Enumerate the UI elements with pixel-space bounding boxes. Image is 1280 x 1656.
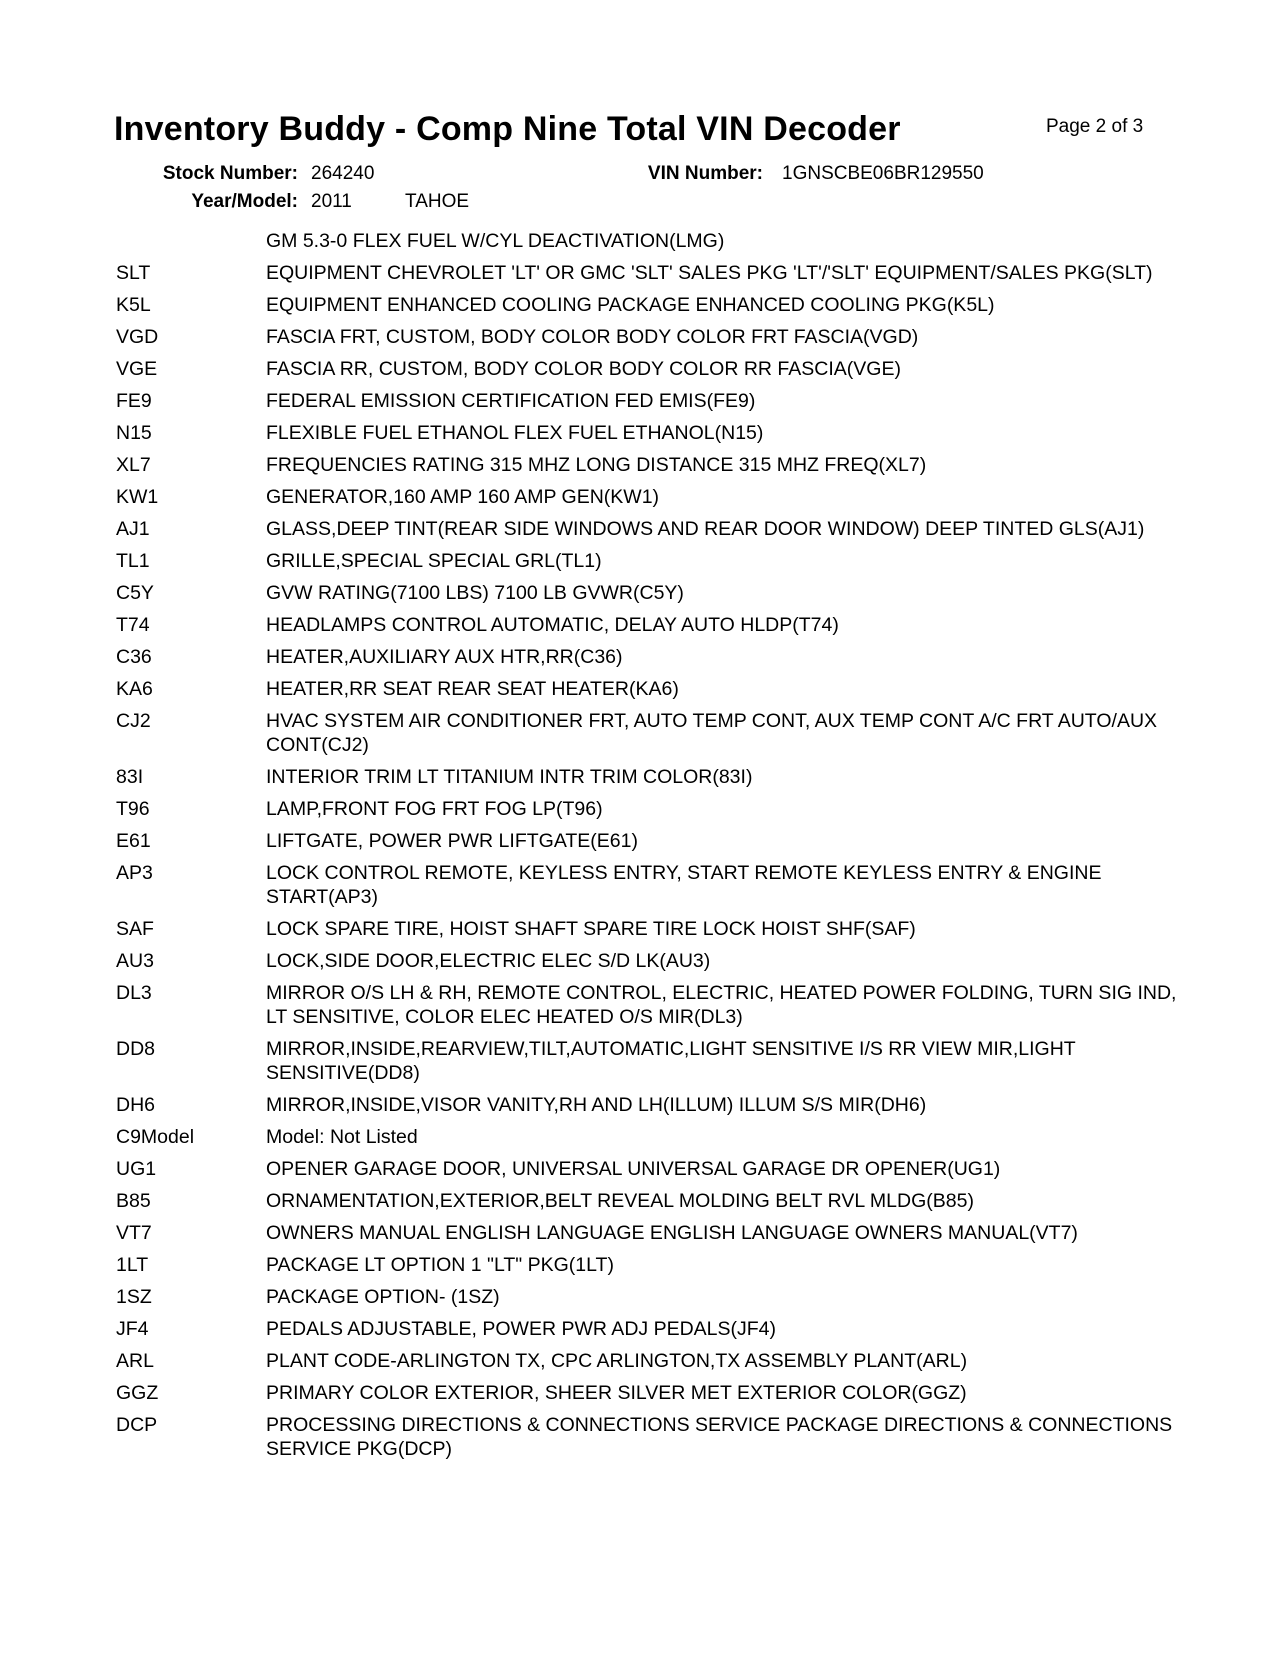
option-code: VT7	[116, 1222, 152, 1244]
page-number: Page 2 of 3	[1046, 116, 1144, 137]
option-row	[116, 1037, 1186, 1093]
option-description: PRIMARY COLOR EXTERIOR, SHEER SILVER MET EXTERIOR COLOR(GGZ)	[266, 1382, 967, 1404]
option-row	[116, 613, 1186, 645]
option-code: 83I	[116, 766, 144, 788]
option-description: FASCIA RR, CUSTOM, BODY COLOR BODY COLOR RR FASCIA(VGE)	[266, 358, 901, 380]
option-row	[116, 1413, 1186, 1469]
option-code: UG1	[116, 1158, 157, 1180]
option-description: FLEXIBLE FUEL ETHANOL FLEX FUEL ETHANOL(N15)	[266, 422, 764, 444]
option-row	[116, 1349, 1186, 1381]
option-description: HEATER,RR SEAT REAR SEAT HEATER(KA6)	[266, 678, 679, 700]
option-row	[116, 677, 1186, 709]
option-description: MIRROR O/S LH & RH, REMOTE CONTROL, ELECTRIC, HEATED POWER FOLDING, TURN SIG IND, LT SENSITIVE, COLOR ELEC HEATED O/S MIR(DL3)	[266, 982, 1177, 1028]
option-row	[116, 1221, 1186, 1253]
option-description: LOCK SPARE TIRE, HOIST SHAFT SPARE TIRE LOCK HOIST SHF(SAF)	[266, 918, 916, 940]
option-description: MIRROR,INSIDE,REARVIEW,TILT,AUTOMATIC,LIGHT SENSITIVE I/S RR VIEW MIR,LIGHT SENSITIVE(DD8)	[266, 1038, 1076, 1084]
option-row	[116, 229, 1186, 261]
option-description: ORNAMENTATION,EXTERIOR,BELT REVEAL MOLDING BELT RVL MLDG(B85)	[266, 1190, 974, 1212]
vin-number-label: VIN Number:	[647, 163, 763, 184]
option-code-list	[116, 229, 1186, 1469]
option-description: GM 5.3-0 FLEX FUEL W/CYL DEACTIVATION(LMG)	[266, 230, 725, 252]
option-description: Model: Not Listed	[266, 1126, 418, 1148]
option-description: OWNERS MANUAL ENGLISH LANGUAGE ENGLISH LANGUAGE OWNERS MANUAL(VT7)	[266, 1222, 1078, 1244]
option-row	[116, 421, 1186, 453]
vin-number-value: 1GNSCBE06BR129550	[782, 163, 984, 184]
option-code: GGZ	[116, 1382, 159, 1404]
option-row	[116, 797, 1186, 829]
option-code: 1LT	[116, 1254, 149, 1276]
option-row	[116, 261, 1186, 293]
option-code: VGD	[116, 326, 159, 348]
option-description: LAMP,FRONT FOG FRT FOG LP(T96)	[266, 798, 603, 820]
option-row	[116, 1189, 1186, 1221]
option-code: DH6	[116, 1094, 156, 1116]
option-description: LOCK CONTROL REMOTE, KEYLESS ENTRY, START REMOTE KEYLESS ENTRY & ENGINE START(AP3)	[266, 862, 1102, 908]
option-description: FASCIA FRT, CUSTOM, BODY COLOR BODY COLOR FRT FASCIA(VGD)	[266, 326, 919, 348]
option-code: N15	[116, 422, 152, 444]
option-row	[116, 1125, 1186, 1157]
year-value: 2011	[311, 191, 352, 212]
option-code: K5L	[116, 294, 151, 316]
option-description: LIFTGATE, POWER PWR LIFTGATE(E61)	[266, 830, 638, 852]
option-description: HVAC SYSTEM AIR CONDITIONER FRT, AUTO TEMP CONT, AUX TEMP CONT A/C FRT AUTO/AUX CONT(CJ2)	[266, 710, 1158, 756]
option-code: AU3	[116, 950, 154, 972]
option-code: C5Y	[116, 582, 154, 604]
option-description: PACKAGE LT OPTION 1 "LT" PKG(1LT)	[266, 1254, 614, 1276]
option-row	[116, 1157, 1186, 1189]
option-description: EQUIPMENT CHEVROLET 'LT' OR GMC 'SLT' SALES PKG 'LT'/'SLT' EQUIPMENT/SALES PKG(SLT)	[266, 262, 1153, 284]
option-code: DD8	[116, 1038, 156, 1060]
option-code: 1SZ	[116, 1286, 152, 1308]
option-description: GRILLE,SPECIAL SPECIAL GRL(TL1)	[266, 550, 602, 572]
option-code: DL3	[116, 982, 152, 1004]
option-row	[116, 1253, 1186, 1285]
option-description: OPENER GARAGE DOOR, UNIVERSAL UNIVERSAL GARAGE DR OPENER(UG1)	[266, 1158, 1001, 1180]
option-row	[116, 357, 1186, 389]
stock-number-label: Stock Number:	[162, 163, 298, 184]
option-row	[116, 949, 1186, 981]
option-description: PEDALS ADJUSTABLE, POWER PWR ADJ PEDALS(JF4)	[266, 1318, 777, 1340]
option-description: HEATER,AUXILIARY AUX HTR,RR(C36)	[266, 646, 623, 668]
option-row	[116, 645, 1186, 677]
option-row	[116, 861, 1186, 917]
option-row	[116, 1093, 1186, 1125]
option-description: PACKAGE OPTION- (1SZ)	[266, 1286, 500, 1308]
stock-number-value: 264240	[311, 163, 375, 184]
option-row	[116, 453, 1186, 485]
option-row	[116, 581, 1186, 613]
year-model-label: Year/Model:	[191, 191, 298, 212]
option-description: HEADLAMPS CONTROL AUTOMATIC, DELAY AUTO HLDP(T74)	[266, 614, 839, 636]
option-row	[116, 389, 1186, 421]
option-code: XL7	[116, 454, 151, 476]
option-row	[116, 917, 1186, 949]
model-value: TAHOE	[405, 191, 470, 212]
option-code: E61	[116, 830, 151, 852]
option-description: FEDERAL EMISSION CERTIFICATION FED EMIS(FE9)	[266, 390, 756, 412]
option-description: MIRROR,INSIDE,VISOR VANITY,RH AND LH(ILLUM) ILLUM S/S MIR(DH6)	[266, 1094, 927, 1116]
option-description: LOCK,SIDE DOOR,ELECTRIC ELEC S/D LK(AU3)	[266, 950, 711, 972]
option-code: VGE	[116, 358, 158, 380]
option-code: KW1	[116, 486, 159, 508]
option-code: T74	[116, 614, 150, 636]
option-description: FREQUENCIES RATING 315 MHZ LONG DISTANCE 315 MHZ FREQ(XL7)	[266, 454, 927, 476]
option-code: KA6	[116, 678, 153, 700]
option-description: GLASS,DEEP TINT(REAR SIDE WINDOWS AND REAR DOOR WINDOW) DEEP TINTED GLS(AJ1)	[266, 518, 1145, 540]
option-code: AJ1	[116, 518, 150, 540]
option-row	[116, 485, 1186, 517]
option-code: DCP	[116, 1414, 158, 1436]
option-description: EQUIPMENT ENHANCED COOLING PACKAGE ENHANCED COOLING PKG(K5L)	[266, 294, 995, 316]
option-code: TL1	[116, 550, 150, 572]
option-code: B85	[116, 1190, 151, 1212]
option-row	[116, 549, 1186, 581]
option-code: C9Model	[116, 1126, 195, 1148]
option-row	[116, 1381, 1186, 1413]
option-description: PROCESSING DIRECTIONS & CONNECTIONS SERVICE PACKAGE DIRECTIONS & CONNECTIONS SERVICE PKG(DCP)	[266, 1414, 1173, 1460]
option-row	[116, 1285, 1186, 1317]
option-code: T96	[116, 798, 150, 820]
option-description: PLANT CODE-ARLINGTON TX, CPC ARLINGTON,TX ASSEMBLY PLANT(ARL)	[266, 1350, 968, 1372]
option-row	[116, 293, 1186, 325]
option-row	[116, 517, 1186, 549]
option-code: ARL	[116, 1350, 154, 1372]
option-row	[116, 709, 1186, 765]
option-description: GENERATOR,160 AMP 160 AMP GEN(KW1)	[266, 486, 660, 508]
option-row	[116, 325, 1186, 357]
option-code: SAF	[116, 918, 154, 940]
option-code: SLT	[116, 262, 151, 284]
option-row	[116, 765, 1186, 797]
page-title: Inventory Buddy - Comp Nine Total VIN Decoder	[114, 110, 901, 148]
option-description: GVW RATING(7100 LBS) 7100 LB GVWR(C5Y)	[266, 582, 684, 604]
option-code: CJ2	[116, 710, 151, 732]
option-row	[116, 1317, 1186, 1349]
option-description: INTERIOR TRIM LT TITANIUM INTR TRIM COLOR(83I)	[266, 766, 753, 788]
option-row	[116, 829, 1186, 861]
option-code: C36	[116, 646, 152, 668]
option-code: JF4	[116, 1318, 149, 1340]
option-row	[116, 981, 1186, 1037]
option-code: AP3	[116, 862, 153, 884]
option-code: FE9	[116, 390, 152, 412]
